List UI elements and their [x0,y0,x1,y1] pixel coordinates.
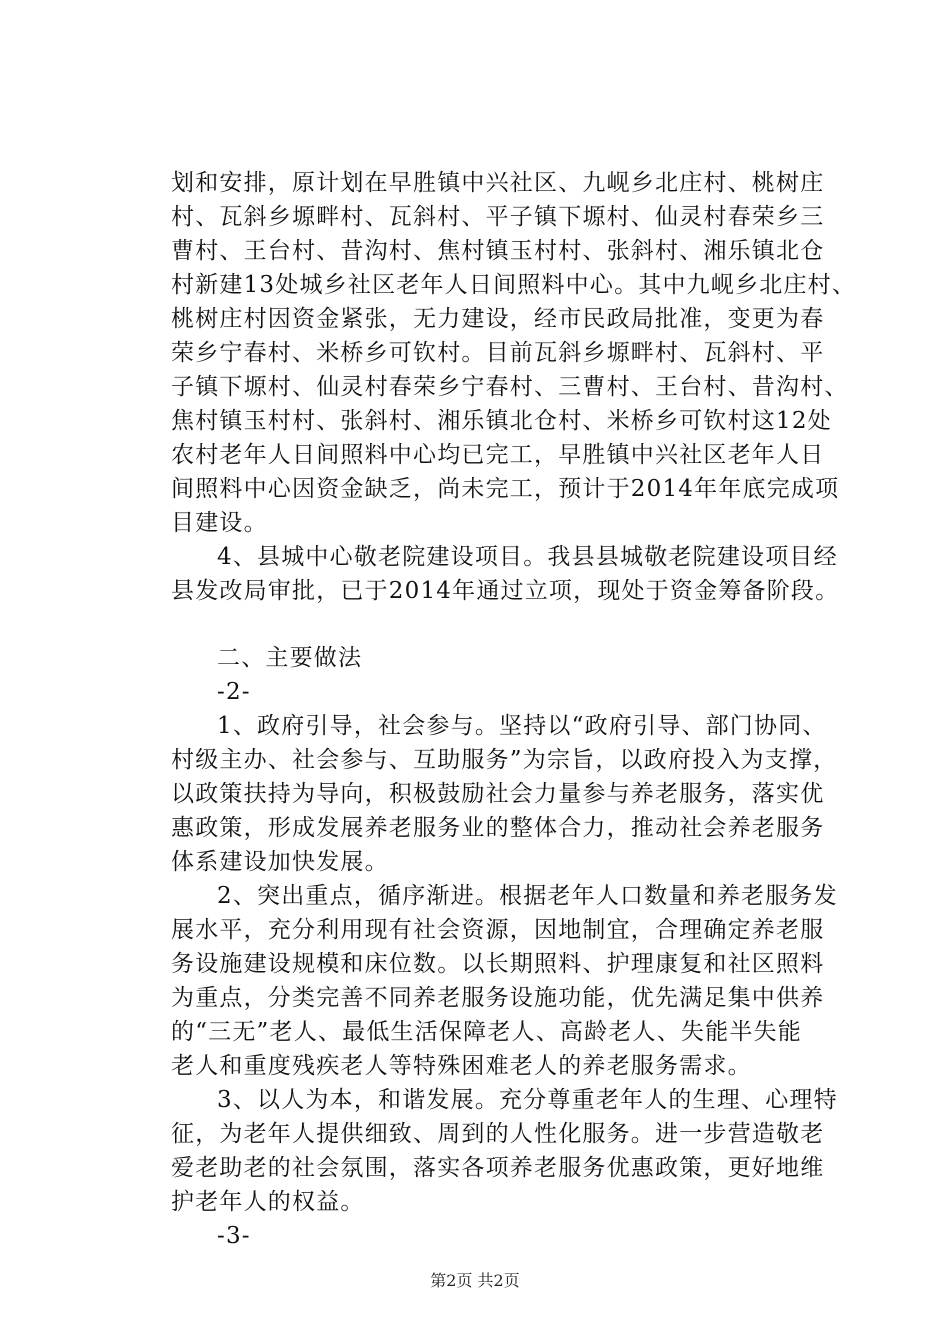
body-line: 的“三无”老人、最低生活保障老人、高龄老人、失能半失能 [171,1019,802,1045]
page-footer: 第2页 共2页 [430,1271,520,1290]
body-line: 划和安排，原计划在早胜镇中兴社区、九岘乡北庄村、桃树庄 [171,170,825,196]
body-line: 以政策扶持为导向，积极鼓励社会力量参与养老服务，落实优 [171,781,825,807]
body-line: 惠政策，形成发展养老服务业的整体合力，推动社会养老服务 [171,815,825,841]
body-line: 村、瓦斜乡塬畔村、瓦斜村、平子镇下塬村、仙灵村春荣乡三 [171,204,825,230]
body-line: 曹村、王台村、昔沟村、焦村镇玉村村、张斜村、湘乐镇北仓 [171,238,825,264]
body-line: 征，为老年人提供细致、周到的人性化服务。进一步营造敬老 [171,1121,825,1147]
section-heading: 二、主要做法 [217,645,363,671]
body-line: 桃树庄村因资金紧张，无力建设，经市民政局批准，变更为春 [171,306,825,332]
body-line: 展水平，充分利用现有社会资源，因地制宜，合理确定养老服 [171,917,825,943]
page-marker: -2- [217,679,251,705]
page-marker: -3- [217,1223,251,1249]
paragraph-start: 2、突出重点，循序渐进。根据老年人口数量和养老服务发 [217,883,838,909]
document-body [171,166,857,1253]
body-line: 爱老助老的社会氛围，落实各项养老服务优惠政策，更好地维 [171,1155,825,1181]
body-line: 老人和重度残疾老人等特殊困难老人的养老服务需求。 [171,1053,752,1079]
paragraph-start: 1、政府引导，社会参与。坚持以“政府引导、部门协同、 [217,713,827,739]
body-line: 体系建设加快发展。 [171,849,389,875]
body-line: 县发改局审批，已于2014年通过立项，现处于资金筹备阶段。 [171,578,840,604]
body-line: 村新建13处城乡社区老年人日间照料中心。其中九岘乡北庄村、 [171,272,857,298]
blank-line [171,608,851,641]
body-line: 焦村镇玉村村、张斜村、湘乐镇北仓村、米桥乡可钦村这12处 [171,408,832,434]
body-line: 荣乡宁春村、米桥乡可钦村。目前瓦斜乡塬畔村、瓦斜村、平 [171,340,825,366]
body-line: 务设施建设规模和床位数。以长期照料、护理康复和社区照料 [171,951,825,977]
body-line: 为重点，分类完善不同养老服务设施功能，优先满足集中供养 [171,985,825,1011]
paragraph-start: 4、县城中心敬老院建设项目。我县县城敬老院建设项目经 [217,544,838,570]
paragraph-start: 3、以人为本，和谐发展。充分尊重老年人的生理、心理特 [217,1087,838,1113]
body-line: 目建设。 [171,510,268,536]
body-line: 护老年人的权益。 [171,1189,365,1215]
body-line: 村级主办、社会参与、互助服务”为宗旨，以政府投入为支撑， [171,747,838,773]
body-line: 间照料中心因资金缺乏，尚未完工，预计于2014年年底完成项 [171,476,840,502]
body-line: 子镇下塬村、仙灵村春荣乡宁春村、三曹村、王台村、昔沟村、 [171,374,849,400]
body-line: 农村老年人日间照料中心均已完工，早胜镇中兴社区老年人日 [171,442,825,468]
